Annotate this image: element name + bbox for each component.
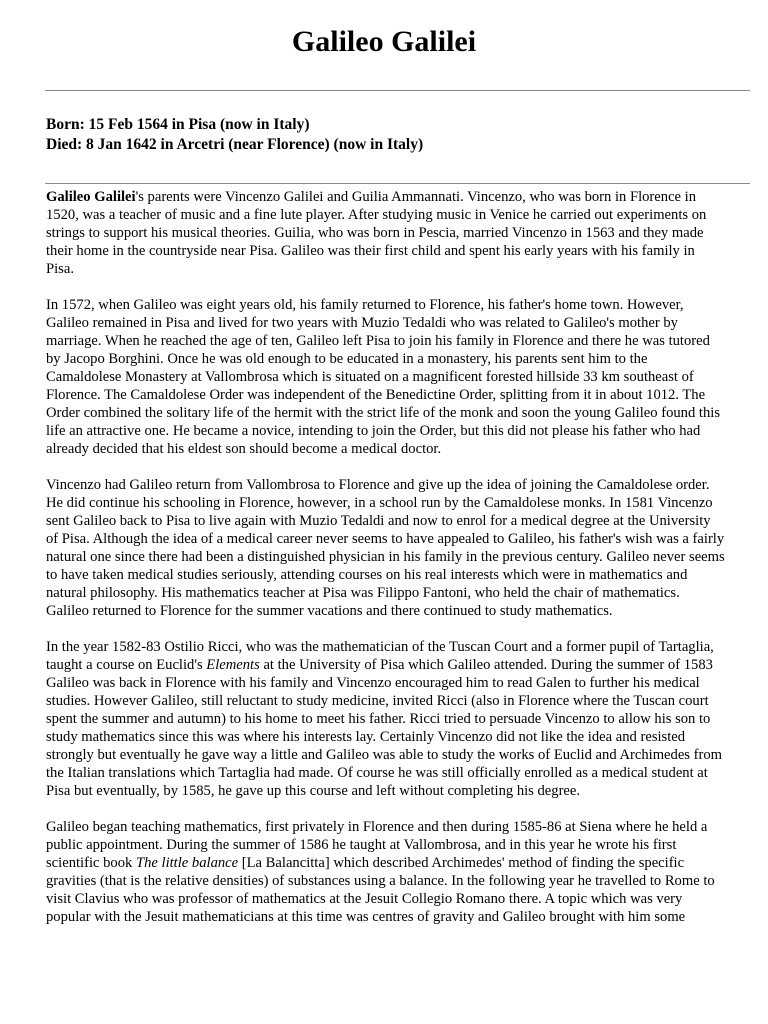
- biography-body: [46, 188, 726, 944]
- book-title-little-balance: The little balance: [135, 855, 239, 871]
- book-title-elements: Elements: [206, 657, 260, 673]
- paragraph-1: [46, 188, 726, 278]
- paragraph-5-text-after: [La Balancitta] which described Archimedes' method of finding the specific gravities (that is the relative densities) of substances using a balance. In the following year he travelled to Rome to visit Clavius who was professor of mathematics at the Jesuit Collegio Romano there. A topic which was very popular with the Jesuit mathematicians at this time was centres of gravity and Galileo brought with him some: [46, 855, 715, 925]
- paragraph-2: In 1572, when Galileo was eight years old, his family returned to Florence, his father's home town. However, Galileo remained in Pisa and lived for two years with Muzio Tedaldi who was related to Galileo's mother by marriage. When he reached the age of ten, Galileo left Pisa to join his family in Florence and there he was tutored by Jacopo Borghini. Once he was old enough to be educated in a monastery, his parents sent him to the Camaldolese Monastery at Vallombrosa which is situated on a magnificent forested hillside 33 km southeast of Florence. The Camaldolese Order was independent of the Benedictine Order, splitting from it in about 1012. The Order combined the solitary life of the hermit with the strict life of the monk and soon the young Galileo found this life an attractive one. He became a novice, intending to join the Order, but this did not please his father who had already decided that his eldest son should become a medical doctor.: [46, 297, 720, 457]
- paragraph-1-text: 's parents were Vincenzo Galilei and Guilia Ammannati. Vincenzo, who was born in Florence in 1520, was a teacher of music and a fine lute player. After studying music in Venice he carried out experiments on strings to support his musical theories. Guilia, who was born in Pescia, married Vincenzo in 1563 and they made their home in the countryside near Pisa. Galileo was their first child and spent his early years with his family in Pisa.: [46, 189, 707, 277]
- born-line: Born: 15 Feb 1564 in Pisa (now in Italy): [46, 116, 310, 133]
- top-divider: [45, 90, 750, 91]
- paragraph-4-text-before: In the year 1582-83 Ostilio Ricci, who was the mathematician of the Tuscan Court and a former pupil of Tartaglia, taught a course on Euclid's: [46, 639, 714, 673]
- died-line: Died: 8 Jan 1642 in Arcetri (near Florence) (now in Italy): [46, 136, 424, 153]
- section-divider: [45, 183, 750, 184]
- paragraph-5: [46, 818, 726, 926]
- subject-name: Galileo Galilei: [46, 189, 136, 205]
- page-title: Galileo Galilei: [291, 25, 477, 58]
- paragraph-3: Vincenzo had Galileo return from Vallombrosa to Florence and give up the idea of joining the Camaldolese order. He did continue his schooling in Florence, however, in a school run by the Camaldolese monks. In 1581 Vincenzo sent Galileo back to Pisa to live again with Muzio Tedaldi and now to enrol for a medical degree at the University of Pisa. Although the idea of a medical career never seems to have appealed to Galileo, his father's wish was a fairly natural one since there had been a distinguished physician in his family in the previous century. Galileo never seems to have taken medical studies seriously, attending courses on his real interests which were in mathematics and natural philosophy. His mathematics teacher at Pisa was Filippo Fantoni, who held the chair of mathematics. Galileo returned to Florence for the summer vacations and there continued to study mathematics.: [46, 477, 725, 619]
- paragraph-5-text-before: Galileo began teaching mathematics, first privately in Florence and then during 1585-86 at Siena where he held a public appointment. During the summer of 1586 he taught at Vallombrosa, and in this year he wrote his first scientific book: [46, 819, 708, 871]
- paragraph-4-text-after: at the University of Pisa which Galileo attended. During the summer of 1583 Galileo was back in Florence with his family and Vincenzo encouraged him to read Galen to further his medical studies. However Galileo, still reluctant to study medicine, invited Ricci (also in Florence where the Tuscan court spent the summer and autumn) to his home to meet his father. Ricci tried to persuade Vincenzo to allow his son to study mathematics since this was where his interests lay. Certainly Vincenzo did not like the idea and resisted strongly but eventually he gave way a little and Galileo was able to study the works of Euclid and Archimedes from the Italian translations which Tartaglia had made. Of course he was still officially enrolled as a medical student at Pisa but eventually, by 1585, he gave up this course and left without completing his degree.: [46, 657, 723, 799]
- biography-facts: [46, 115, 746, 155]
- paragraph-4: [46, 638, 726, 800]
